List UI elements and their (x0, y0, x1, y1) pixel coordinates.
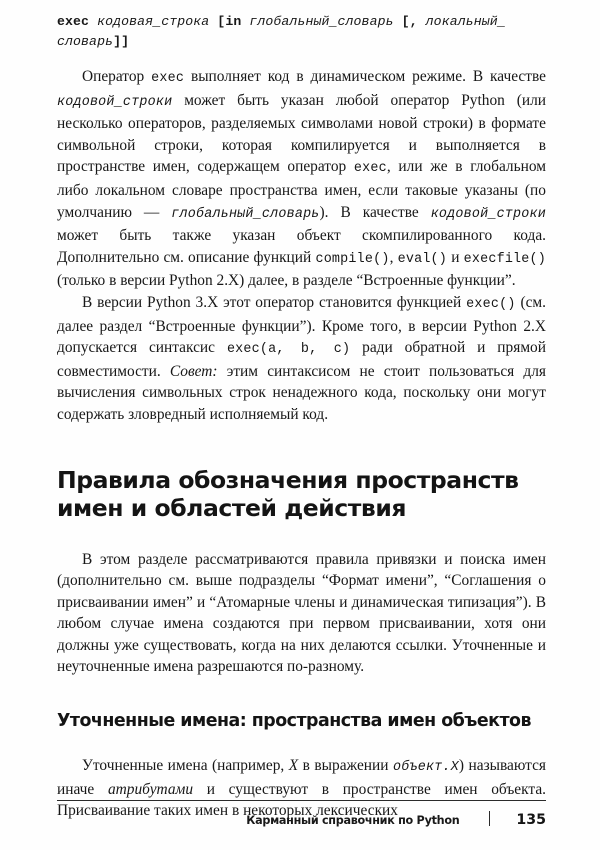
spacer-after-subsection-heading (57, 732, 546, 755)
par2-code-exec-func: exec() (466, 296, 516, 312)
code-keyword-in: in (225, 14, 242, 29)
footer-book-title: Карманный справочник по Python (246, 814, 460, 827)
footer-divider-rule (57, 800, 546, 801)
par2-text-c: ради обратной и прямой совместимости. (57, 339, 546, 380)
par1-code-globaldict: глобальный_словарь (171, 206, 320, 222)
par1-code-execfile: execfile() (463, 251, 546, 267)
par1-text-c: может быть указан любой оператор Python (или несколько операторов, разделяемых символами новой строки) в формате символьной строки, которая компилируется и выполняется в пространстве имен, содержащем оператор (57, 91, 546, 176)
spacer-before-section-heading (57, 426, 546, 466)
par1-text-i: (только в версии Python 2.X) далее, в разделе “Встроенные функции”. (57, 272, 516, 290)
code-keyword-exec: exec (57, 14, 90, 29)
par2-text-d: этим синтаксисом не стоит пользоваться для вычисления символьных строк ненадежного кода, поскольку они могут содержать зловредный исполняемый код. (57, 362, 546, 423)
code-bracket-close: ]] (113, 34, 130, 49)
code-space-4 (394, 14, 402, 29)
par1-text-a: Оператор (82, 68, 152, 85)
par2-text-b: (см. далее раздел “Встроенные функции”). Кроме того, в версии Python 2.X допускается синтаксис (57, 293, 546, 357)
par2-code-exec-abc: exec(a, b, c) (226, 342, 351, 358)
par4-text-c: ) называются иначе (57, 757, 546, 798)
page-content-column (57, 12, 546, 822)
code-arg-codestring: кодовая_строка (97, 14, 210, 29)
subsection-heading: Уточненные имена: пространства имен объектов (57, 711, 531, 732)
code-space (89, 14, 97, 29)
par1-code-exec-2: exec (353, 161, 387, 177)
par1-text-h: и (447, 248, 464, 266)
page-footer (57, 800, 546, 828)
par1-code-codestring-1: кодовой_строки (57, 94, 173, 110)
paragraph-python3-exec (57, 292, 546, 426)
par1-text-f: может быть также указан объект скомпилированного кода. Дополнительно см. описание функций (57, 227, 546, 266)
par1-code-eval: eval() (397, 251, 448, 267)
code-arg-localdict-part1: локальный_ (425, 14, 506, 29)
par1-text-e: ). В качестве (319, 203, 431, 221)
par1-code-exec-1: exec (151, 71, 185, 86)
par1-text-d: , или же в глобальном либо локальном словаре пространства имен, если таковые указаны (по умолчанию — (57, 158, 546, 221)
paragraph-namespace-rules: В этом разделе рассматриваются правила привязки и поиска имен (дополнительно см. выше подразделы “Формат имени”, “Соглашения о присваивании имен” и “Атомарные члены и динамическая типизация”). В любом случае имена создаются при первом присваивании, хотя они должны уже существовать, когда на них делаются ссылки. Уточненные и неуточненные имена разрешаются по-разному. (57, 550, 546, 676)
syntax-code-block (57, 12, 546, 52)
footer-row (57, 809, 546, 828)
code-arg-localdict-part2: словарь (57, 34, 114, 49)
par1-code-compile: compile() (315, 251, 390, 267)
par4-code-object-x: объект.X (393, 760, 459, 776)
paragraph-exec-description (57, 66, 546, 292)
par4-text-a: Уточненные имена (например, (82, 757, 289, 775)
spacer-before-subsection-heading (57, 678, 546, 710)
code-arg-globaldict: глобальный_словарь (249, 14, 394, 29)
par1-code-codestring-2: кодовой_строки (430, 206, 546, 222)
par1-text-g: , (389, 248, 398, 266)
code-bracket-open-1: [ (217, 14, 226, 29)
code-space-5 (418, 14, 426, 29)
footer-page-number: 135 (516, 812, 546, 828)
par4-var-x: X (288, 757, 299, 775)
section-heading: Правила обозначения пространств имен и областей действия (57, 465, 519, 522)
spacer-after-section-heading (57, 523, 546, 549)
code-bracket-open-2: [, (401, 14, 418, 29)
par2-text-a: В версии Python 3.X этот оператор становится функцией (82, 293, 467, 311)
footer-vertical-separator (489, 811, 490, 826)
par4-text-d: и существуют в пространстве имен объекта. Присваивание таких имен в некоторых лексических (57, 780, 546, 820)
par4-term-attributes: атрибутами (107, 780, 194, 798)
par1-text-b: выполняет код в динамическом режиме. В качестве (184, 68, 546, 85)
par2-tip-label: Совет: (169, 362, 218, 380)
par4-text-b: в выражении (298, 757, 393, 775)
